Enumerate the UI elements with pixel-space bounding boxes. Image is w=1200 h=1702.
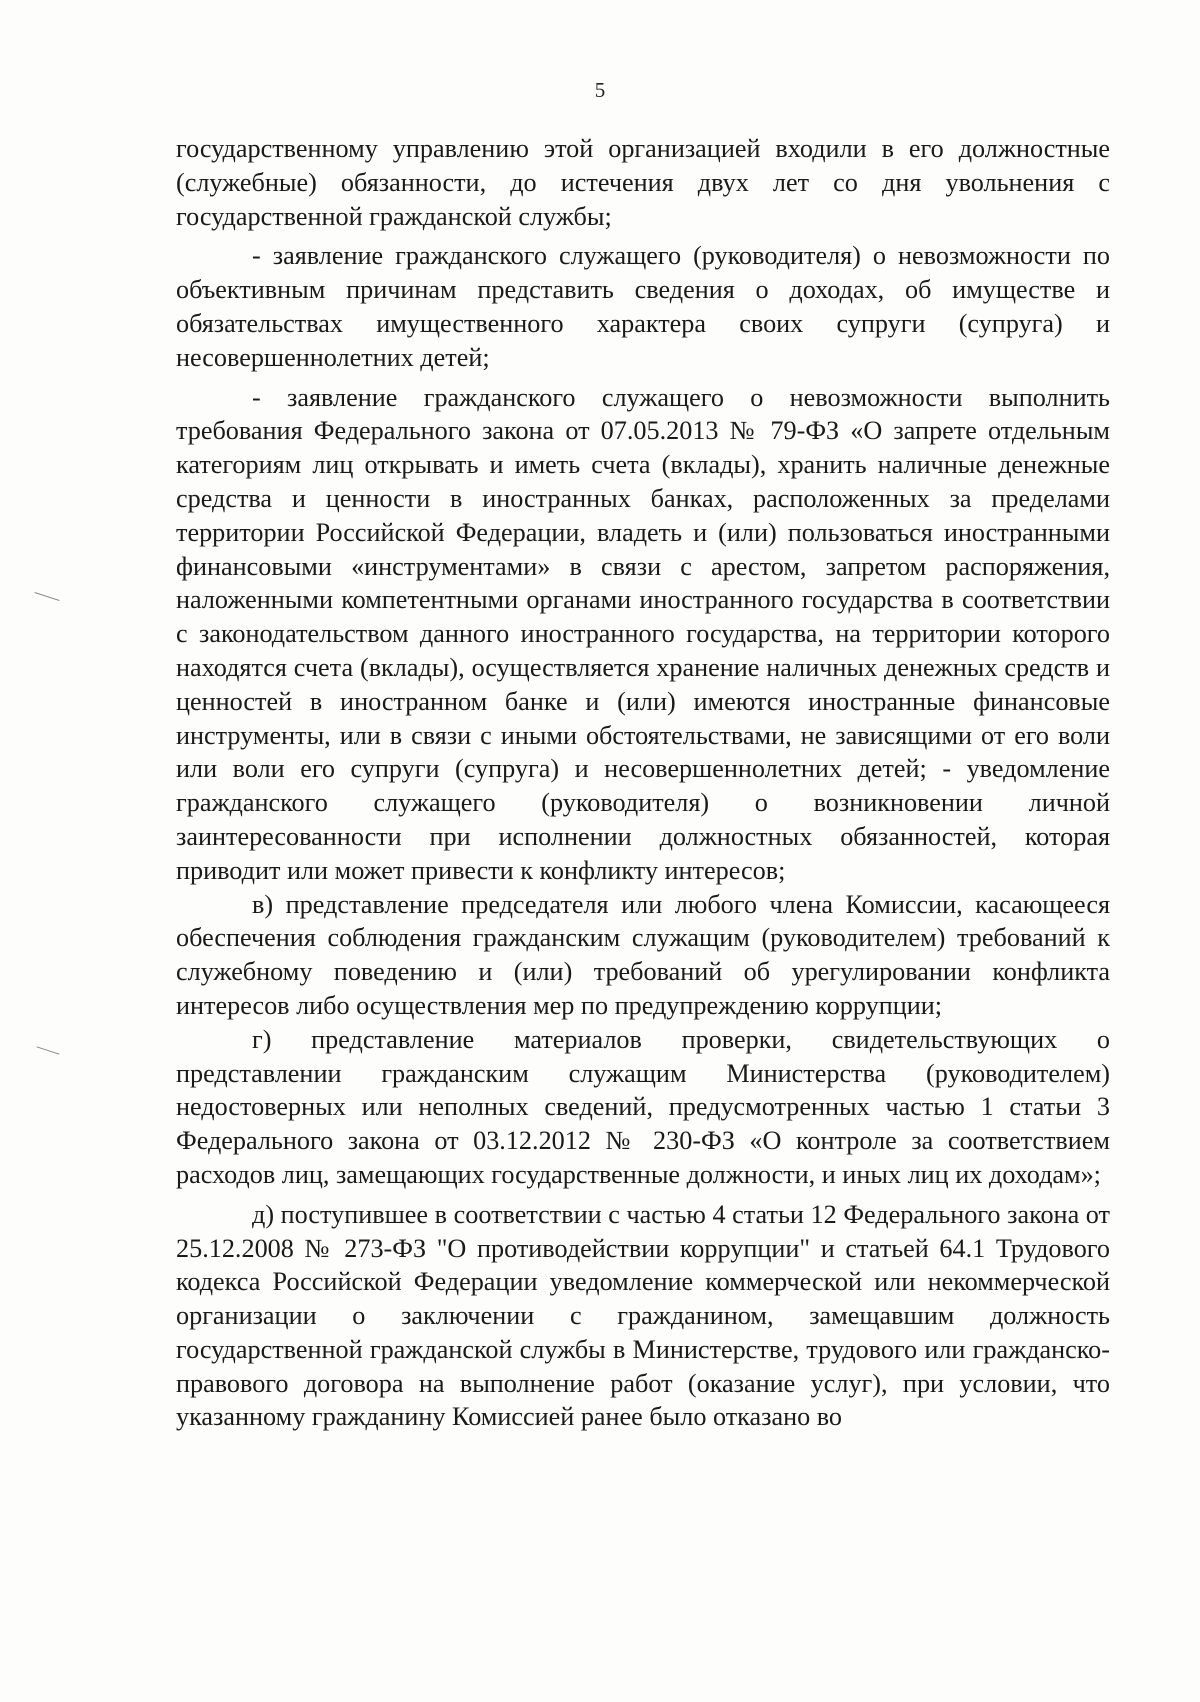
- paragraph-statement-foreign-accounts: - заявление гражданского служащего о невозможности выполнить требования Федерального закона от 07.05.2013 № 79-ФЗ «О запрете отдельным категориям лиц открывать и иметь счета (вклады), хранить наличные денежные средства и ценности в иностранных банках, расположенных за пределами территории Российской Федерации, владеть и (или) пользоваться иностранными финансовыми «инструментами» в связи с арестом, запретом распоряжения, наложенными компетентными органами иностранного государства в соответствии с законодательством данного иностранного государства, на территории которого находятся счета (вклады), осуществляется хранение наличных денежных средств и ценностей в иностранном банке и (или) имеются иностранные финансовые инструменты, или в связи с иными обстоятельствами, не зависящими от его воли или воли его супруги (супруга) и несовершеннолетних детей; - уведомление гражданского служащего (руководителя) о возникновении личной заинтересованности при исполнении должностных обязанностей, которая приводит или может привести к конфликту интересов;: [176, 382, 1110, 885]
- paragraph-item-v: в) представление председателя или любого члена Комиссии, касающееся обеспечения соблюдения гражданским служащим (руководителем) требований к служебному поведению и (или) требований об урегулировании конфликта интересов либо осуществления мер по предупреждению коррупции;: [176, 889, 1110, 1020]
- paragraph-item-d: д) поступившее в соответствии с частью 4 статьи 12 Федерального закона от 25.12.2008 № 273-ФЗ "О противодействии коррупции" и статьей 64.1 Трудового кодекса Российской Федерации уведомление коммерческой или некоммерческой организации о заключении с гражданином, замещавшим должность государственной гражданской службы в Министерстве, трудового или гражданско-правового договора на выполнение работ (оказание услуг), при условии, что указанному гражданину Комиссией ранее было отказано во: [176, 1199, 1110, 1432]
- paragraph-continuation: государственному управлению этой организацией входили в его должностные (служебные) обязанности, до истечения двух лет со дня увольнения с государственной гражданской службы;: [176, 134, 1110, 231]
- page-number: 5: [594, 78, 606, 102]
- paragraph-statement-impossibility: - заявление гражданского служащего (руководителя) о невозможности по объективным причинам представить сведения о доходах, об имуществе и обязательствах имущественного характера своих супруги (супруга) и несовершеннолетних детей;: [176, 241, 1110, 372]
- paragraph-item-g: г) представление материалов проверки, свидетельствующих о представлении гражданским служащим Министерства (руководителем) недостоверных или неполных сведений, предусмотренных частью 1 статьи 3 Федерального закона от 03.12.2012 № 230-ФЗ «О контроле за соответствием расходов лиц, замещающих государственные должности, и иных лиц их доходам»;: [176, 1024, 1110, 1189]
- scan-margin-mark: [36, 1046, 59, 1054]
- document-body: [176, 132, 1110, 1434]
- scan-margin-mark: [34, 592, 59, 601]
